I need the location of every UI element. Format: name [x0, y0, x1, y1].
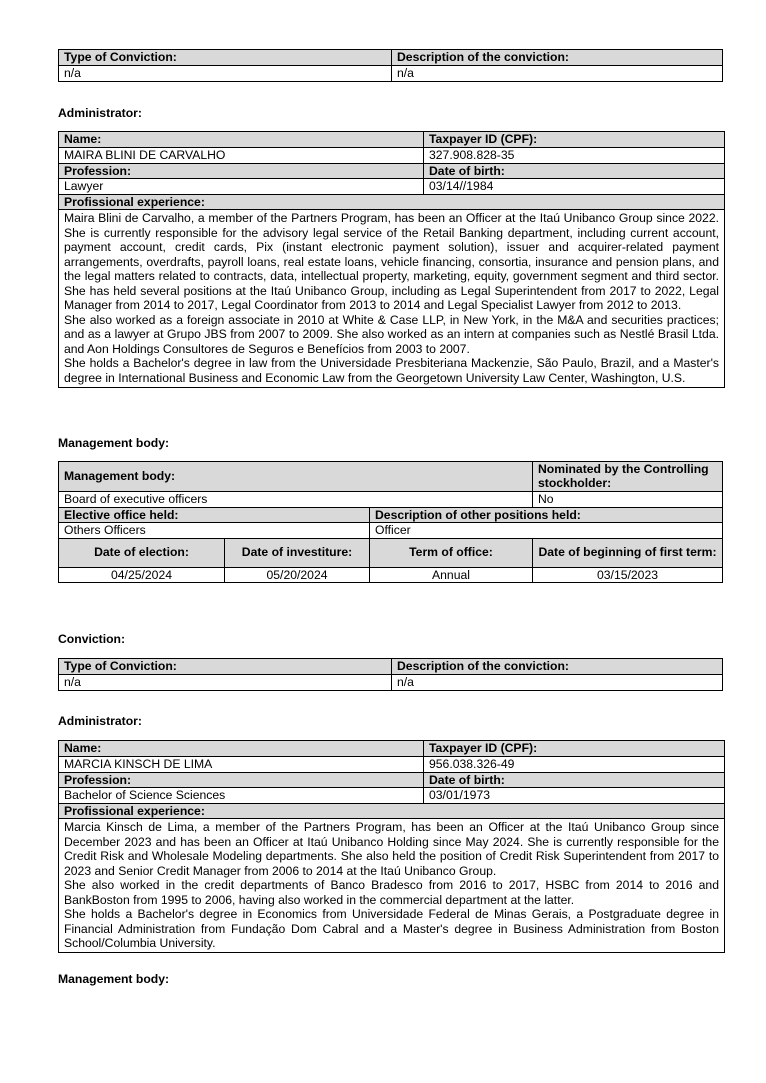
conviction-desc-header: Description of the conviction: — [392, 659, 723, 675]
investiture-date-label: Date of investiture: — [225, 538, 370, 567]
first-term-label: Date of beginning of first term: — [533, 538, 723, 567]
management-body-table-1 — [58, 461, 723, 583]
experience-text — [59, 819, 725, 953]
elective-office-label: Elective office held: — [59, 507, 370, 523]
conviction-type-value: n/a — [59, 675, 392, 691]
name-value: MAIRA BLINI DE CARVALHO — [59, 148, 424, 164]
conviction-type-value: n/a — [59, 66, 392, 82]
experience-paragraph: She holds a Bachelor's degree in Economics from Universidade Federal de Minas Gerais, a Postgraduate degree in Financial Administration from Fundação Dom Cabral and a Master's degree in Business Administration from Boston School/Columbia University. — [64, 907, 719, 951]
conviction-title-2: Conviction: — [58, 632, 126, 646]
dob-label: Date of birth: — [424, 163, 725, 179]
management-body-label: Management body: — [59, 462, 533, 492]
conviction-type-header: Type of Conviction: — [59, 50, 392, 66]
experience-paragraph: Maira Blini de Carvalho, a member of the Partners Program, has been an Officer at the Itaú Unibanco Group since 2022. She is currently responsible for the advisory legal service of the Retail Banking department, including current account, payment account, credit cards, Pix (instant electronic payment solution), issuer and acquirer-related payment arrangements, overdrafts, payroll loans, real estate loans, vehicle financing, consortia, insurance and pension plans, and the legal matters related to contracts, data, intellectual property, marketing, equity, government segment and third sector. She has held several positions at the Itaú Unibanco Group, including as Legal Superintendent from 2017 to 2022, Legal Manager from 2014 to 2017, Legal Coordinator from 2013 to 2014 and Legal Specialist Lawyer from 2012 to 2013. — [64, 211, 719, 313]
name-value: MARCIA KINSCH DE LIMA — [59, 757, 424, 773]
other-positions-value: Officer — [370, 523, 723, 539]
other-positions-label: Description of other positions held: — [370, 507, 723, 523]
dob-value: 03/14//1984 — [424, 179, 725, 195]
experience-paragraph: She holds a Bachelor's degree in law from the Universidade Presbiteriana Mackenzie, São Paulo, Brazil, and a Master's degree in International Business and Economic Law from the Georgetown University Law Center, Washington, U.S. — [64, 356, 719, 386]
nominated-value: No — [533, 492, 723, 508]
election-date-value: 04/25/2024 — [59, 567, 225, 583]
term-label: Term of office: — [370, 538, 533, 567]
experience-label: Profissional experience: — [59, 803, 725, 819]
nominated-label: Nominated by the Controlling stockholder: — [533, 462, 723, 492]
cpf-value: 327.908.828-35 — [424, 148, 725, 164]
investiture-date-value: 05/20/2024 — [225, 567, 370, 583]
experience-paragraph: She also worked as a foreign associate in 2010 at White & Case LLP, in New York, in the M&A and securities practices; and as a lawyer at Grupo JBS from 2007 to 2009. She also worked as an intern at companies such as Nestlé Brasil Ltda. and Aon Holdings Consultores de Seguros e Benefícios from 2003 to 2007. — [64, 312, 719, 356]
first-term-value: 03/15/2023 — [533, 567, 723, 583]
elective-office-value: Others Officers — [59, 523, 370, 539]
conviction-table-top — [58, 49, 723, 82]
management-body-title-2: Management body: — [58, 972, 170, 986]
profession-label: Profession: — [59, 163, 424, 179]
administrator-table-2 — [58, 740, 725, 953]
conviction-type-header: Type of Conviction: — [59, 659, 392, 675]
profession-value: Bachelor of Science Sciences — [59, 788, 424, 804]
experience-paragraph: Marcia Kinsch de Lima, a member of the Partners Program, has been an Officer at the Itaú Unibanco Group since December 2023 and has been an Officer at Itaú Unibanco Holding since May 2024. She is currently responsible for the Credit Risk and Wholesale Modeling departments. She also held the position of Credit Risk Superintendent from 2017 to 2023 and Senior Credit Manager from 2006 to 2014 at the Itaú Unibanco Group. — [64, 820, 719, 878]
administrator-title-2: Administrator: — [58, 714, 142, 728]
conviction-desc-value: n/a — [392, 66, 723, 82]
conviction-desc-value: n/a — [392, 675, 723, 691]
experience-label: Profissional experience: — [59, 194, 725, 210]
management-body-value: Board of executive officers — [59, 492, 533, 508]
term-value: Annual — [370, 567, 533, 583]
cpf-label: Taxpayer ID (CPF): — [424, 132, 725, 148]
name-label: Name: — [59, 132, 424, 148]
profession-label: Profession: — [59, 772, 424, 788]
administrator-table-1 — [58, 131, 725, 388]
administrator-title-1: Administrator: — [58, 106, 142, 120]
cpf-value: 956.038.326-49 — [424, 757, 725, 773]
election-date-label: Date of election: — [59, 538, 225, 567]
experience-paragraph: She also worked in the credit departments of Banco Bradesco from 2016 to 2017, HSBC from 2014 to 2016 and BankBoston from 1995 to 2006, having also worked in the commercial department at the latter. — [64, 878, 719, 907]
cpf-label: Taxpayer ID (CPF): — [424, 741, 725, 757]
management-body-title-1: Management body: — [58, 436, 170, 450]
dob-label: Date of birth: — [424, 772, 725, 788]
profession-value: Lawyer — [59, 179, 424, 195]
experience-text — [59, 210, 725, 388]
conviction-desc-header: Description of the conviction: — [392, 50, 723, 66]
conviction-table-2 — [58, 658, 723, 691]
dob-value: 03/01/1973 — [424, 788, 725, 804]
name-label: Name: — [59, 741, 424, 757]
